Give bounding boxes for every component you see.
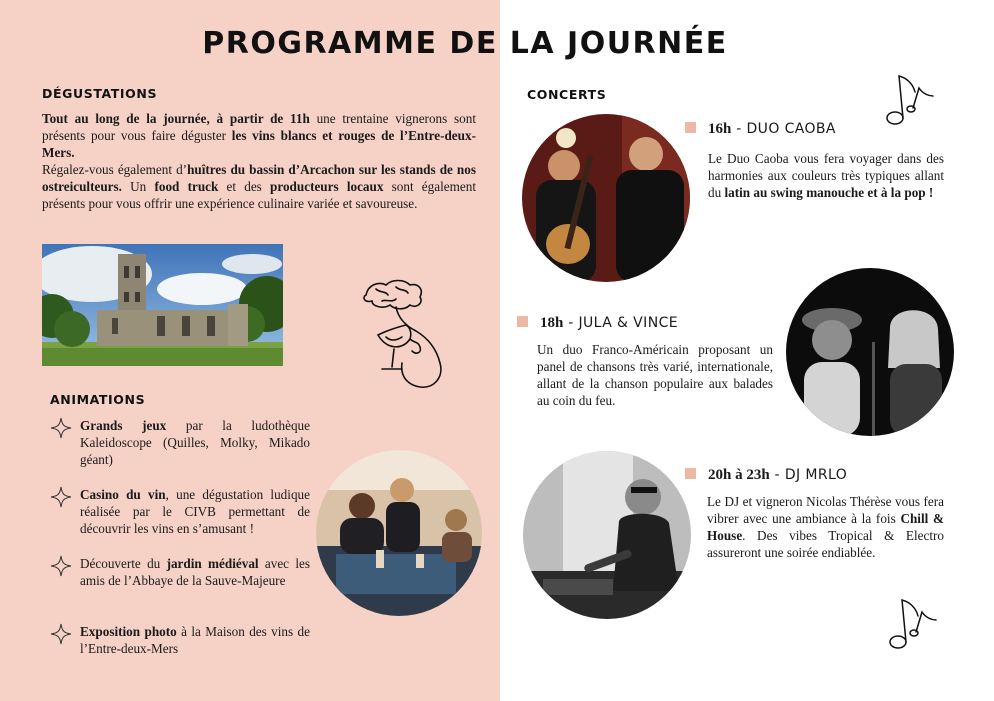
concert-2-description [537,341,773,409]
accent-square [517,316,528,327]
concert-time: 20h à 23h [708,467,770,483]
sparkle-icon [50,486,72,508]
sparkle-icon [50,417,72,439]
concert-2-heading [517,315,678,332]
bold-text: Grands jeux [80,418,167,433]
bold-text: latin au swing manouche et à la pop ! [724,185,934,200]
duo-caoba-photo [522,114,690,282]
bold-text: Tout au long de la journée, à partir de 11h [42,111,310,126]
music-note-icon [883,72,937,128]
text: , une dégustation ludique réalisée par le CIVB permettant de découvrir les vins en s’amusant ! [80,487,310,536]
text: Un [121,179,155,194]
accent-square [685,468,696,479]
text: Régalez-vous également d’ [42,162,188,177]
text: Le Duo Caoba vous fera voyager dans des harmonies aux couleurs très typiques allant du [708,151,944,200]
text: avec les amis de l’Abbaye de la Sauve-Majeure [80,556,310,588]
text: Le DJ et vigneron Nicolas Thérèse vous fera vibrer avec une ambiance à la fois [707,494,944,526]
text: Un duo Franco-Américain proposant un panel de chansons très varié, internationale, allant de la chanson populaire aux balades au coin du feu. [537,342,773,408]
accent-square [685,122,696,133]
concert-1-heading [685,121,836,138]
animation-item-casino-du-vin [80,486,310,537]
sparkle-icon [50,555,72,577]
bold-text: huîtres du bassin d’Arcachon sur les stands de nos ostreiculteurs. [42,162,476,194]
animation-item-exposition-photo [80,623,310,657]
concert-time: 16h [708,121,732,137]
degustations-heading: DÉGUSTATIONS [42,86,158,101]
degustations-paragraph-2 [42,161,476,212]
animations-heading: ANIMATIONS [50,392,146,407]
bold-text: les vins blancs et rouges de l’Entre-deux-Mers. [42,128,476,160]
text: une trentaine vignerons sont présents pour vous faire déguster [42,111,477,143]
concert-name: - DUO CAOBA [731,121,836,137]
animation-text [80,555,310,589]
bold-text: producteurs locaux [270,179,384,194]
concert-3-heading [685,467,847,484]
music-note-icon [886,596,940,652]
text: . Des vibes Tropical & Electro assureront une soirée endiablée. [707,528,944,560]
sparkle-icon [50,623,72,645]
bold-text: jardin médiéval [166,556,259,571]
animation-item-grands-jeux [80,417,310,468]
wine-tasting-illustration [356,277,456,395]
concert-name: - JULA & VINCE [563,315,678,331]
jula-vince-photo [786,268,954,436]
animation-text [80,486,310,537]
text: et des [218,179,270,194]
concert-time: 18h [540,315,564,331]
animation-item-jardin-medieval [80,555,310,589]
page-title: PROGRAMME DE LA JOURNÉE [202,26,728,61]
abbey-ruins-photo [42,244,283,366]
degustations-paragraph-1 [42,110,476,161]
animation-text [80,417,310,468]
text: par la ludothèque Kaleidoscope (Quilles, Molky, Mikado géant) [80,418,311,467]
concert-3-description [707,493,944,561]
text: sont également présents pour vous offrir une expérience culinaire variée et savoureuse. [42,179,476,211]
bold-text: Chill & House [707,511,944,543]
bold-text: Casino du vin [80,487,166,502]
animation-text [80,623,310,657]
concert-name: - DJ MRLO [769,467,848,483]
concerts-heading: CONCERTS [527,87,607,102]
bold-text: food truck [154,179,219,194]
bold-text: Exposition photo [80,624,177,639]
dj-mrlo-photo [523,451,691,619]
text: à la Maison des vins de l’Entre-deux-Mers [80,624,310,656]
concert-1-description [708,150,944,201]
casino-du-vin-photo [316,450,482,616]
text: Découverte du [80,556,167,571]
